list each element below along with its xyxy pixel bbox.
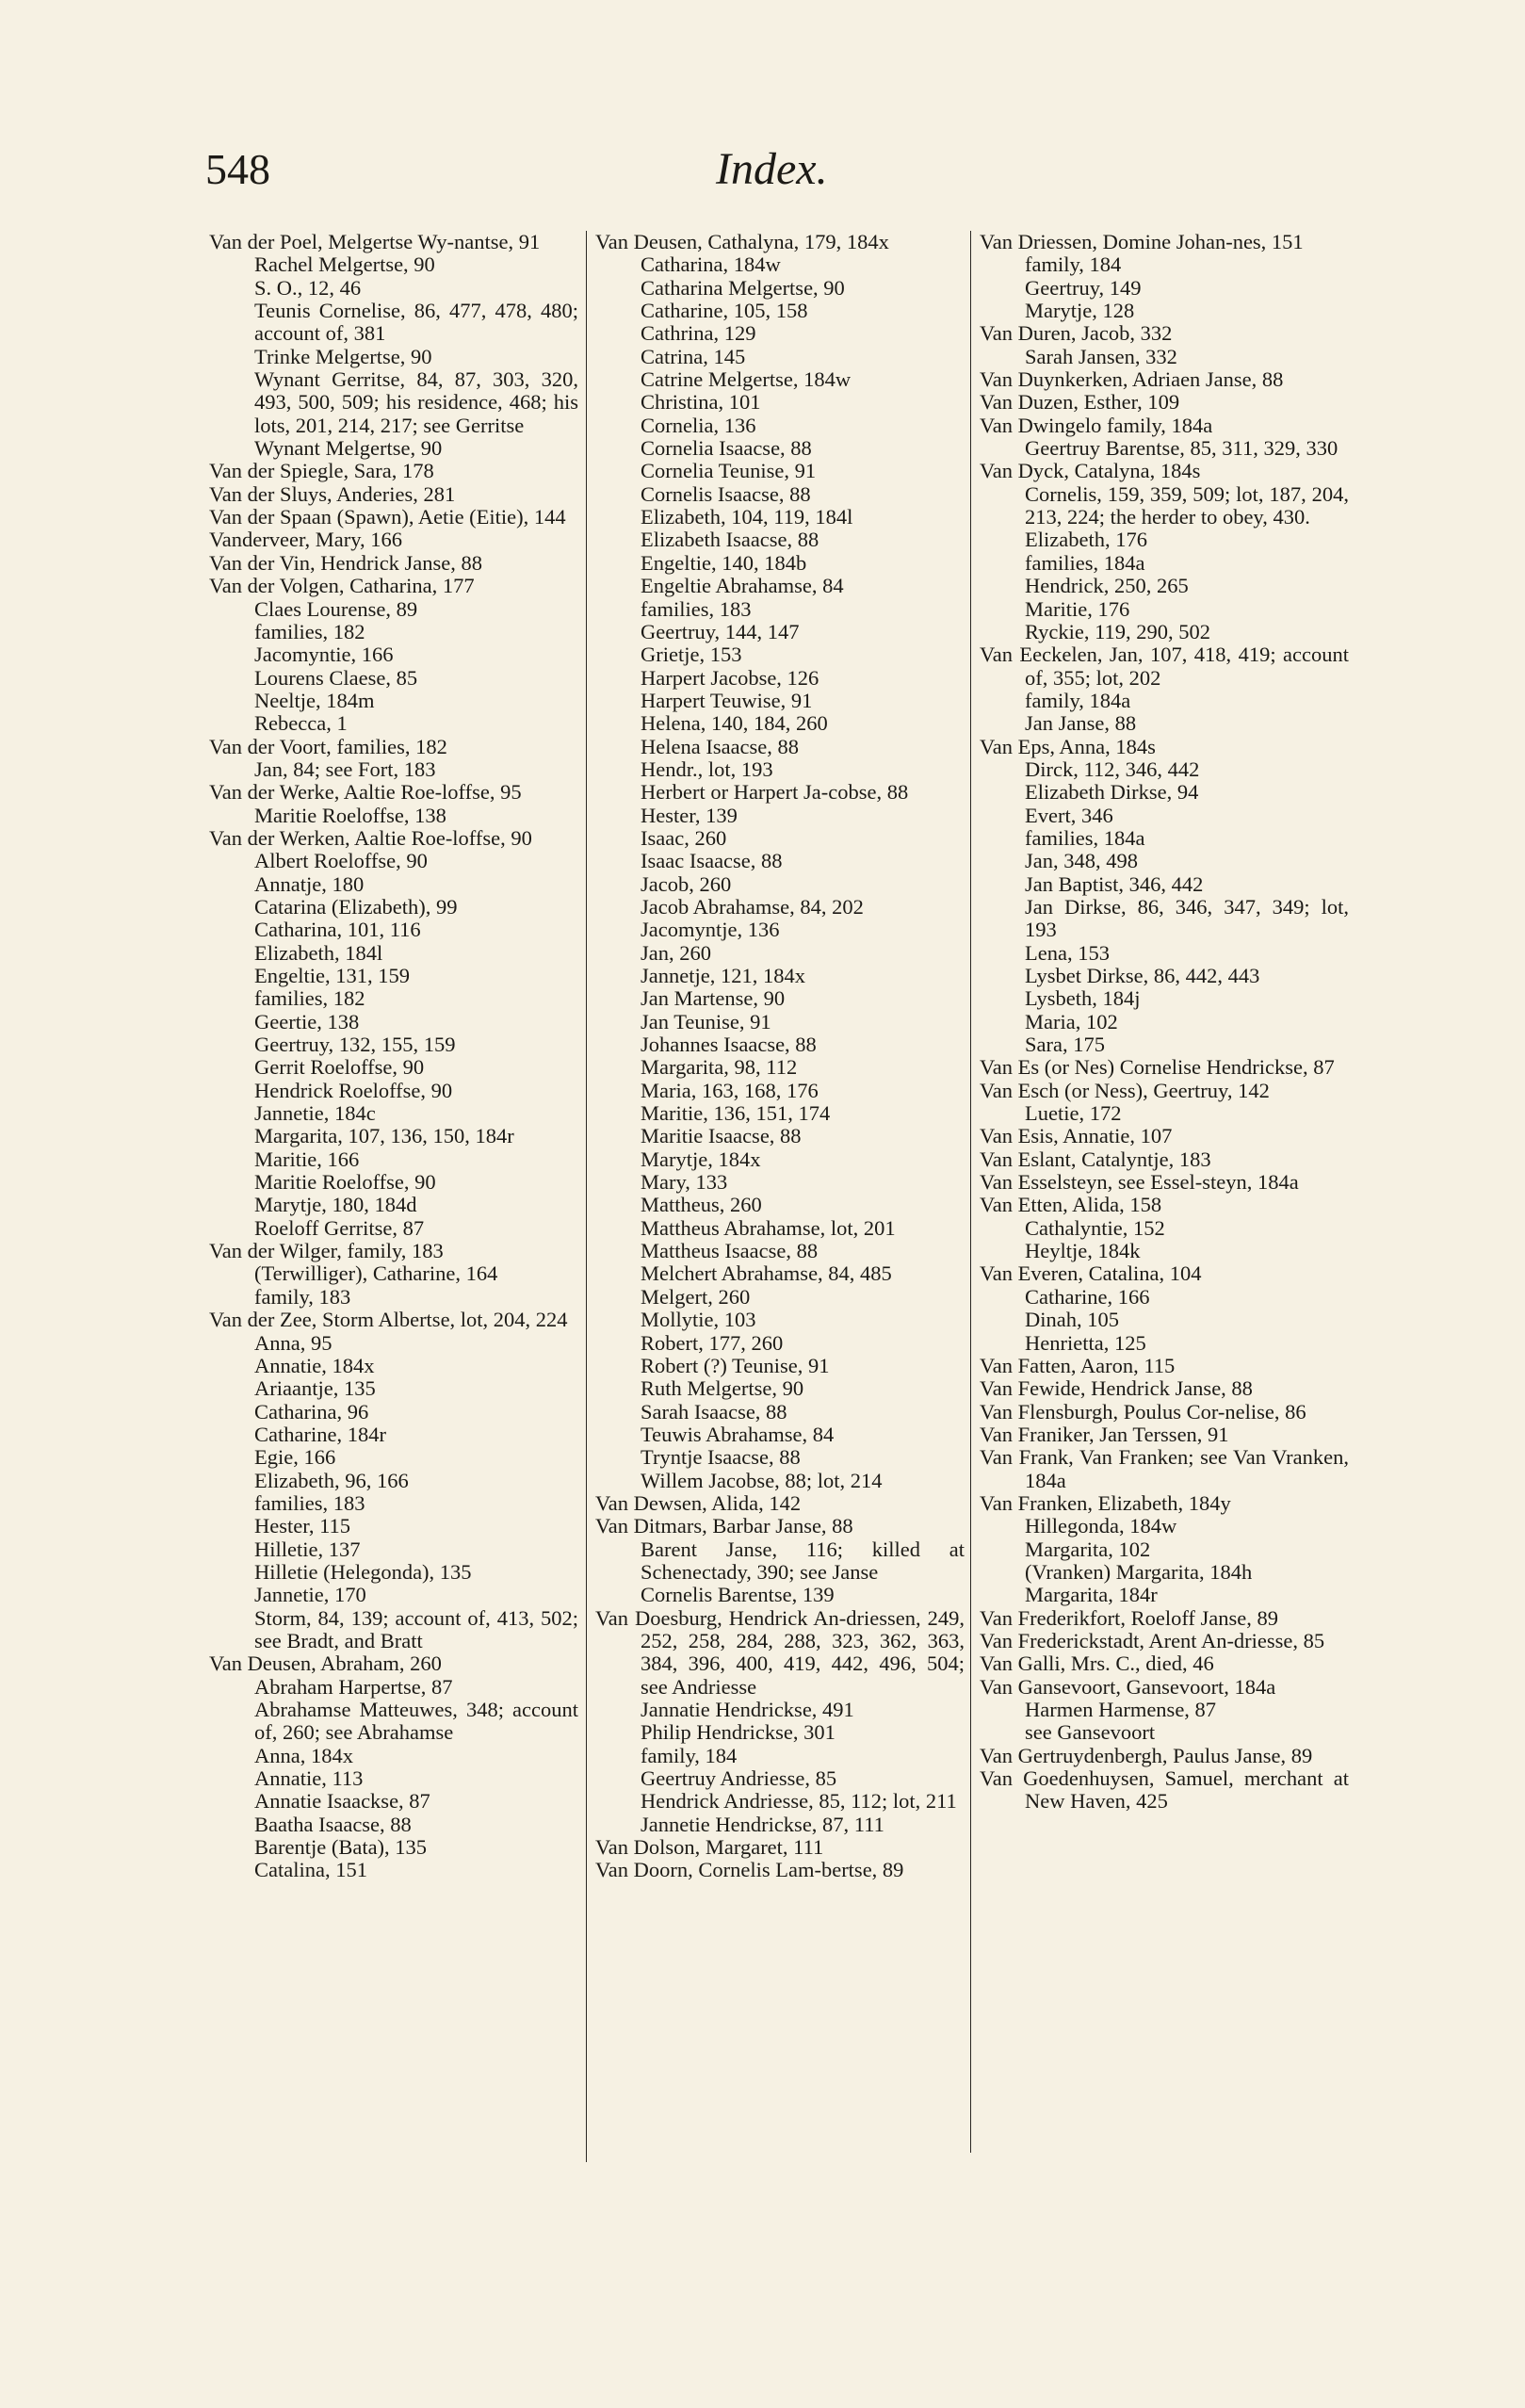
index-subentry: Mattheus, 260 <box>641 1193 762 1217</box>
index-subentry: Cathalyntie, 152 <box>1025 1215 1165 1240</box>
index-column-1 <box>209 231 578 1882</box>
index-entry: Van Frederikfort, Roeloff Janse, 89 <box>980 1605 1279 1630</box>
index-entry: Van Eslant, Catalyntje, 183 <box>980 1147 1211 1171</box>
index-subentry: Johannes Isaacse, 88 <box>641 1033 817 1057</box>
index-subentry: Dirck, 112, 346, 442 <box>1025 757 1200 781</box>
index-entry: Van Dolson, Margaret, 111 <box>595 1835 824 1860</box>
index-subentry: Mary, 133 <box>641 1170 728 1195</box>
index-subentry: Engeltie Abrahamse, 84 <box>641 574 844 598</box>
index-subentry: family, 184 <box>641 1743 738 1767</box>
index-subentry: Jannetie, 184c <box>254 1101 376 1126</box>
index-subentry: families, 182 <box>254 619 365 643</box>
index-subentry: (Terwilliger), Catharine, 164 <box>254 1261 498 1286</box>
index-subentry: Lysbet Dirkse, 86, 442, 443 <box>1025 964 1260 987</box>
index-subentry: Henrietta, 125 <box>1025 1330 1146 1355</box>
index-entry: Van Duzen, Esther, 109 <box>980 390 1180 415</box>
index-subentry: Maritie, 166 <box>254 1147 360 1171</box>
index-subentry: Geertruy, 149 <box>1025 275 1142 300</box>
index-entry: Van der Volgen, Catharina, 177 <box>209 574 475 598</box>
column-divider <box>970 231 971 2153</box>
index-subentry: Catharina, 184w <box>641 252 781 277</box>
index-subentry: Cornelia Teunise, 91 <box>641 459 817 483</box>
index-entry: Van Everen, Catalina, 104 <box>980 1261 1202 1286</box>
index-subentry: Barent Janse, 116; killed at Schenectady, 390; see Janse <box>641 1537 965 1584</box>
index-entry: Van Frederickstadt, Arent An-driesse, 85 <box>980 1628 1325 1652</box>
index-entry: Van Duren, Jacob, 332 <box>980 321 1173 346</box>
index-column-2 <box>595 231 965 1882</box>
index-subentry: Wynant Melgertse, 90 <box>254 436 443 461</box>
index-subentry: Isaac, 260 <box>641 825 727 850</box>
index-subentry: Barentje (Bata), 135 <box>254 1835 428 1860</box>
index-subentry: Maria, 163, 168, 176 <box>641 1078 819 1102</box>
index-subentry: Hillegonda, 184w <box>1025 1514 1177 1538</box>
index-entry: Van der Wilger, family, 183 <box>209 1239 444 1263</box>
index-subentry: Helena, 140, 184, 260 <box>641 711 828 736</box>
index-entry: Van Deusen, Cathalyna, 179, 184x <box>595 230 889 253</box>
index-subentry: Rebecca, 1 <box>254 711 348 736</box>
index-subentry: Maritie Roeloffse, 90 <box>254 1170 436 1195</box>
index-subentry: families, 184a <box>1025 550 1145 575</box>
index-subentry: Geertruy, 144, 147 <box>641 619 800 643</box>
index-subentry: Jannatie Hendrickse, 491 <box>641 1698 854 1721</box>
index-entry: Van Dwingelo family, 184a <box>980 413 1213 437</box>
index-subentry: Harpert Teuwise, 91 <box>641 688 813 712</box>
index-entry: Van Duynkerken, Adriaen Janse, 88 <box>980 367 1284 392</box>
index-subentry: families, 183 <box>641 596 752 621</box>
index-entry: Van der Poel, Melgertse Wy-nantse, 91 <box>209 230 541 253</box>
index-entry: Van Fatten, Aaron, 115 <box>980 1353 1176 1377</box>
index-subentry: Catrine Melgertse, 184w <box>641 367 852 392</box>
index-subentry: Melgert, 260 <box>641 1284 751 1309</box>
index-subentry: Philip Hendrickse, 301 <box>641 1720 836 1745</box>
index-entry: Van der Voort, families, 182 <box>209 734 447 758</box>
index-subentry: Anna, 184x <box>254 1743 353 1767</box>
index-entry: Van der Spiegle, Sara, 178 <box>209 459 434 483</box>
index-subentry: Jacomyntie, 166 <box>254 643 394 667</box>
index-subentry: Hendrick Roeloffse, 90 <box>254 1078 453 1102</box>
index-entry: Van Driessen, Domine Johan-nes, 151 <box>980 230 1304 253</box>
index-subentry: Geertruy, 132, 155, 159 <box>254 1033 456 1057</box>
column-divider <box>586 231 587 2162</box>
index-subentry: Elizabeth Dirkse, 94 <box>1025 780 1199 805</box>
index-subentry: Jacob Abrahamse, 84, 202 <box>641 894 864 919</box>
index-subentry: Mattheus Isaacse, 88 <box>641 1239 819 1263</box>
index-subentry: Harmen Harmense, 87 <box>1025 1698 1217 1721</box>
index-subentry: Catharine, 184r <box>254 1422 386 1446</box>
index-subentry: Catharine, 105, 158 <box>641 299 808 323</box>
index-subentry: Hilletie (Helegonda), 135 <box>254 1559 472 1584</box>
index-subentry: Wynant Gerritse, 84, 87, 303, 320, 493, 500, 509; his residence, 468; his lots, 201, 214, 217; see Gerritse <box>254 367 578 437</box>
index-entry: Van Franiker, Jan Terssen, 91 <box>980 1422 1229 1446</box>
index-subentry: Jan, 84; see Fort, 183 <box>254 757 436 781</box>
index-subentry: Ruth Melgertse, 90 <box>641 1376 804 1401</box>
index-subentry: Jan Janse, 88 <box>1025 711 1137 736</box>
index-subentry: Marytje, 184x <box>641 1147 761 1171</box>
index-subentry: Marytje, 180, 184d <box>254 1193 417 1217</box>
index-entry: Van Deusen, Abraham, 260 <box>209 1651 442 1676</box>
index-entry: Van Dyck, Catalyna, 184s <box>980 459 1201 483</box>
index-subentry: Hester, 139 <box>641 803 738 827</box>
index-subentry: Jannetje, 121, 184x <box>641 964 805 987</box>
index-subentry: Engeltie, 131, 159 <box>254 964 410 987</box>
index-entry: Van Eeckelen, Jan, 107, 418, 419; account of, 355; lot, 202 <box>980 643 1349 690</box>
index-subentry: Christina, 101 <box>641 390 761 415</box>
index-subentry: Jan, 260 <box>641 940 711 965</box>
index-subentry: Annatie, 113 <box>254 1766 364 1791</box>
index-subentry: Catalina, 151 <box>254 1858 367 1882</box>
index-column-3 <box>980 231 1349 1814</box>
index-subentry: Maritie, 176 <box>1025 596 1130 621</box>
index-subentry: Catharina, 101, 116 <box>254 918 421 942</box>
index-subentry: Jannetie Hendrickse, 87, 111 <box>641 1812 884 1836</box>
index-entry: Van der Zee, Storm Albertse, lot, 204, 224 <box>209 1308 568 1332</box>
index-subentry: Egie, 166 <box>254 1445 336 1470</box>
index-subentry: Catharina Melgertse, 90 <box>641 275 845 300</box>
index-subentry: Annatie, 184x <box>254 1353 375 1377</box>
index-subentry: Abraham Harpertse, 87 <box>254 1674 453 1699</box>
index-subentry: Margarita, 98, 112 <box>641 1055 798 1080</box>
index-subentry: Heyltje, 184k <box>1025 1239 1141 1263</box>
index-subentry: Jan Teunise, 91 <box>641 1009 771 1033</box>
index-subentry: families, 184a <box>1025 825 1145 850</box>
index-entry: Van Gertruydenbergh, Paulus Janse, 89 <box>980 1743 1313 1767</box>
index-subentry: Albert Roeloffse, 90 <box>254 849 428 873</box>
index-subentry: Cornelia, 136 <box>641 413 756 437</box>
index-subentry: Maria, 102 <box>1025 1009 1118 1033</box>
index-subentry: Geertruy Barentse, 85, 311, 329, 330 <box>1025 436 1338 461</box>
index-subentry: Geertruy Andriesse, 85 <box>641 1766 837 1791</box>
index-subentry: Margarita, 102 <box>1025 1537 1151 1561</box>
index-subentry: Elizabeth, 176 <box>1025 528 1147 552</box>
index-subentry: Grietje, 153 <box>641 643 742 667</box>
index-entry: Van der Spaan (Spawn), Aetie (Eitie), 144 <box>209 505 566 529</box>
index-subentry: Helena Isaacse, 88 <box>641 734 800 758</box>
index-subentry: Sara, 175 <box>1025 1033 1105 1057</box>
index-subentry: Jan Baptist, 346, 442 <box>1025 871 1204 896</box>
index-subentry: Hester, 115 <box>254 1514 350 1538</box>
index-subentry: Catrina, 145 <box>641 344 746 368</box>
index-subentry: Lysbeth, 184j <box>1025 986 1141 1011</box>
index-subentry: Hendrick Andriesse, 85, 112; lot, 211 <box>641 1789 957 1814</box>
index-subentry: Elizabeth Isaacse, 88 <box>641 528 819 552</box>
index-subentry: Catharine, 166 <box>1025 1284 1150 1309</box>
index-subentry: Cornelis Isaacse, 88 <box>641 481 811 506</box>
index-subentry: Luetie, 172 <box>1025 1101 1122 1126</box>
index-subentry: family, 184 <box>1025 252 1122 277</box>
index-subentry: Claes Lourense, 89 <box>254 596 418 621</box>
index-entry: Van Etten, Alida, 158 <box>980 1193 1162 1217</box>
index-entry: Van der Werken, Aaltie Roe-loffse, 90 <box>209 825 532 850</box>
index-subentry: Sarah Isaacse, 88 <box>641 1399 787 1424</box>
index-subentry: Ariaantje, 135 <box>254 1376 376 1401</box>
index-subentry: family, 183 <box>254 1284 351 1309</box>
index-entry: Van Ditmars, Barbar Janse, 88 <box>595 1514 853 1538</box>
index-entry: Van Goedenhuysen, Samuel, merchant at New Haven, 425 <box>980 1766 1349 1814</box>
index-subentry: Evert, 346 <box>1025 803 1113 827</box>
index-subentry: Herbert or Harpert Ja-cobse, 88 <box>641 780 909 805</box>
index-subentry: Elizabeth, 96, 166 <box>254 1468 409 1492</box>
index-columns <box>209 230 1349 2190</box>
index-subentry: Lena, 153 <box>1025 940 1110 965</box>
index-subentry: Willem Jacobse, 88; lot, 214 <box>641 1468 883 1492</box>
index-subentry: Trinke Melgertse, 90 <box>254 344 432 368</box>
index-entry: Van Eps, Anna, 184s <box>980 734 1156 758</box>
index-subentry: Jannetie, 170 <box>254 1583 366 1607</box>
index-subentry: Abrahamse Matteuwes, 348; account of, 260; see Abrahamse <box>254 1698 578 1745</box>
index-entry: Van Doesburg, Hendrick An-driessen, 249, 252, 258, 284, 288, 323, 362, 363, 384, 396, 400, 419, 442, 496, 504; see Andriesse <box>595 1605 965 1699</box>
index-subentry: Harpert Jacobse, 126 <box>641 665 819 690</box>
index-entry: Van Es (or Nes) Cornelise Hendrickse, 87 <box>980 1055 1335 1080</box>
index-subentry: Cornelia Isaacse, 88 <box>641 436 812 461</box>
index-subentry: Robert, 177, 260 <box>641 1330 784 1355</box>
index-entry: Van der Werke, Aaltie Roe-loffse, 95 <box>209 780 522 805</box>
index-subentry: Geertie, 138 <box>254 1009 360 1033</box>
index-subentry: Elizabeth, 104, 119, 184l <box>641 505 853 529</box>
index-subentry: Tryntje Isaacse, 88 <box>641 1445 801 1470</box>
index-entry: Van Esselsteyn, see Essel-steyn, 184a <box>980 1170 1299 1195</box>
index-subentry: Catarina (Elizabeth), 99 <box>254 894 458 919</box>
index-subentry: Engeltie, 140, 184b <box>641 550 807 575</box>
index-subentry: Jacomyntje, 136 <box>641 918 780 942</box>
index-subentry: Maritie Isaacse, 88 <box>641 1124 802 1148</box>
index-subentry: Melchert Abrahamse, 84, 485 <box>641 1261 892 1286</box>
index-subentry: Roeloff Gerritse, 87 <box>254 1215 425 1240</box>
index-entry: Van Esis, Annatie, 107 <box>980 1124 1173 1148</box>
index-subentry: Sarah Jansen, 332 <box>1025 344 1177 368</box>
index-subentry: Teuwis Abrahamse, 84 <box>641 1422 835 1446</box>
index-entry: Van Dewsen, Alida, 142 <box>595 1490 802 1515</box>
index-subentry: see Gansevoort <box>1025 1720 1156 1745</box>
index-subentry: Jan Martense, 90 <box>641 986 786 1011</box>
index-subentry: families, 182 <box>254 986 365 1011</box>
index-subentry: Cornelis, 159, 359, 509; lot, 187, 204, 213, 224; the herder to obey, 430. <box>1025 481 1349 529</box>
index-subentry: Teunis Cornelise, 86, 477, 478, 480; account of, 381 <box>254 299 578 346</box>
index-subentry: Hendrick, 250, 265 <box>1025 574 1189 598</box>
index-subentry: Baatha Isaacse, 88 <box>254 1812 412 1836</box>
index-subentry: families, 183 <box>254 1490 365 1515</box>
page-number: 548 <box>205 145 270 193</box>
index-entry: Van Gansevoort, Gansevoort, 184a <box>980 1674 1276 1699</box>
index-subentry: Hilletie, 137 <box>254 1537 361 1561</box>
index-subentry: Dinah, 105 <box>1025 1308 1119 1332</box>
index-subentry: Jacob, 260 <box>641 871 732 896</box>
index-subentry: Annatie Isaackse, 87 <box>254 1789 430 1814</box>
index-entry: Van Frank, Van Franken; see Van Vranken, 184a <box>980 1445 1349 1492</box>
index-subentry: Isaac Isaacse, 88 <box>641 849 783 873</box>
index-subentry: S. O., 12, 46 <box>254 275 362 300</box>
page-header <box>205 141 1336 207</box>
index-entry: Van Esch (or Ness), Geertruy, 142 <box>980 1078 1270 1102</box>
index-subentry: (Vranken) Margarita, 184h <box>1025 1559 1253 1584</box>
index-entry: Van der Sluys, Anderies, 281 <box>209 481 456 506</box>
index-subentry: Ryckie, 119, 290, 502 <box>1025 619 1210 643</box>
index-subentry: Annatje, 180 <box>254 871 365 896</box>
index-entry: Van Franken, Elizabeth, 184y <box>980 1490 1231 1515</box>
index-subentry: Jan Dirkse, 86, 346, 347, 349; lot, 193 <box>1025 894 1349 942</box>
index-subentry: Gerrit Roeloffse, 90 <box>254 1055 425 1080</box>
running-title: Index. <box>716 144 828 194</box>
index-subentry: Jan, 348, 498 <box>1025 849 1138 873</box>
index-subentry: Neeltje, 184m <box>254 688 375 712</box>
index-subentry: Maritie, 136, 151, 174 <box>641 1101 831 1126</box>
index-subentry: Robert (?) Teunise, 91 <box>641 1353 830 1377</box>
index-entry: Van Fewide, Hendrick Janse, 88 <box>980 1376 1253 1401</box>
index-entry: Van Flensburgh, Poulus Cor-nelise, 86 <box>980 1399 1306 1424</box>
index-subentry: Margarita, 184r <box>1025 1583 1158 1607</box>
index-subentry: Cathrina, 129 <box>641 321 756 346</box>
index-subentry: Marytje, 128 <box>1025 299 1135 323</box>
index-subentry: Mattheus Abrahamse, lot, 201 <box>641 1215 896 1240</box>
index-subentry: Catharina, 96 <box>254 1399 369 1424</box>
index-entry: Van Doorn, Cornelis Lam-bertse, 89 <box>595 1858 904 1882</box>
index-entry: Vanderveer, Mary, 166 <box>209 528 403 552</box>
index-subentry: Mollytie, 103 <box>641 1308 756 1332</box>
index-subentry: Storm, 84, 139; account of, 413, 502; see Bradt, and Bratt <box>254 1605 578 1652</box>
index-subentry: Margarita, 107, 136, 150, 184r <box>254 1124 514 1148</box>
index-subentry: Cornelis Barentse, 139 <box>641 1583 835 1607</box>
index-subentry: Lourens Claese, 85 <box>254 665 418 690</box>
index-subentry: Hendr., lot, 193 <box>641 757 773 781</box>
index-subentry: Maritie Roeloffse, 138 <box>254 803 446 827</box>
index-subentry: Elizabeth, 184l <box>254 940 383 965</box>
index-subentry: Rachel Melgertse, 90 <box>254 252 435 277</box>
index-subentry: family, 184a <box>1025 688 1131 712</box>
index-entry: Van der Vin, Hendrick Janse, 88 <box>209 550 483 575</box>
index-subentry: Anna, 95 <box>254 1330 333 1355</box>
index-entry: Van Galli, Mrs. C., died, 46 <box>980 1651 1214 1676</box>
